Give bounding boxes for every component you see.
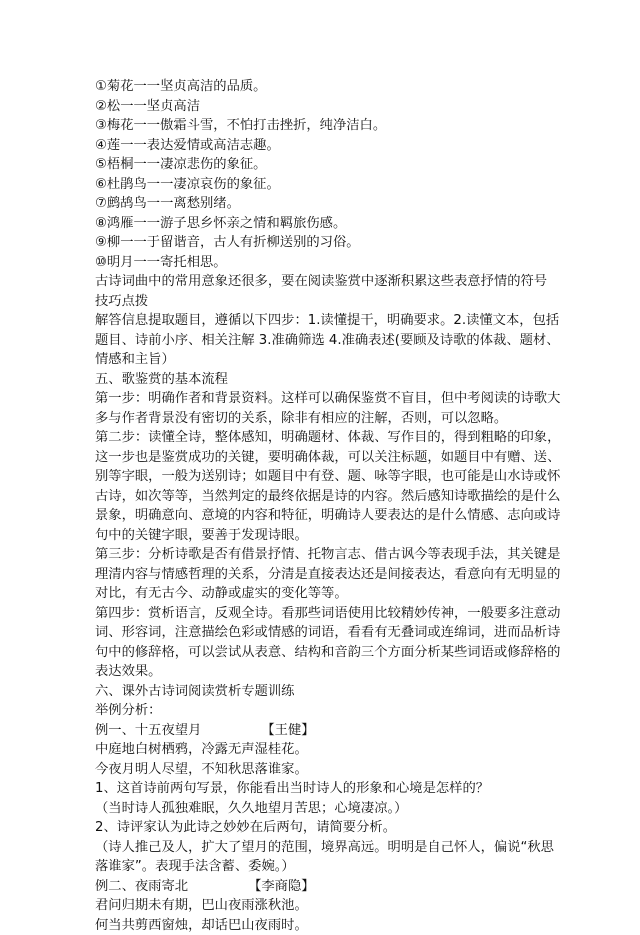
example1-answer-2: （诗人推己及人，扩大了望月的范围，境界高远。明明是自己怀人，偏说“秋思 <box>95 838 565 858</box>
step2-line: 这一步也是鉴赏成功的关键，要明确体裁，可以关注标题，如题目中有赠、送、 <box>95 448 565 468</box>
example2-author: 【李商隐】 <box>248 877 314 897</box>
step3-line: 对比，有无古今、动静或虚实的变化等等。 <box>95 584 565 604</box>
example1-title-row <box>95 721 565 741</box>
imagery-item-parasol: ⑤梧桐一一凄凉悲伤的象征。 <box>95 155 565 175</box>
section5-heading: 五、歌鉴赏的基本流程 <box>95 370 565 390</box>
imagery-item-willow: ⑨柳一一于留谐音，古人有折柳送别的习俗。 <box>95 233 565 253</box>
example2-title: 例二、夜雨寄北 <box>95 877 188 897</box>
step2-line: 别等字眼，一般为送别诗；如题目中有登、题、咏等字眼，也可能是山水诗或怀 <box>95 467 565 487</box>
imagery-note-line: 古诗词曲中的常用意象还很多，要在阅读鉴赏中逐渐积累这些表意抒情的符号 <box>95 272 565 292</box>
imagery-item-chrysanthemum: ①菊花一一坚贞高洁的品质。 <box>95 77 565 97</box>
step4-line: 句中的修辞格，可以尝试从表意、结构和音韵三个方面分析某些词语或修辞格的 <box>95 643 565 663</box>
answer-steps-line: 题目、诗前小序、相关注解 3.准确筛选 4.准确表述(要顾及诗歌的体裁、题材、 <box>95 331 565 351</box>
example1-answer-1: （当时诗人孤独难眠，久久地望月苦思；心境凄凉。） <box>95 799 565 819</box>
answer-steps-line: 情感和主旨） <box>95 350 565 370</box>
imagery-item-moon: ⑩明月一一寄托相思。 <box>95 253 565 273</box>
example2-poem-line: 君问归期未有期，巴山夜雨涨秋池。 <box>95 896 565 916</box>
imagery-item-cuckoo: ⑥杜鹃鸟一一凄凉哀伤的象征。 <box>95 175 565 195</box>
step3-line: 理清内容与情感哲理的关系，分清是直接表达还是间接表达，看意向有无明显的 <box>95 565 565 585</box>
imagery-item-goose: ⑧鸿雁一一游子思乡怀亲之情和羁旅伤感。 <box>95 214 565 234</box>
example2-title-row <box>95 877 565 897</box>
step1-line: 第一步：明确作者和背景资料。这样可以确保鉴赏不盲目，但中考阅读的诗歌大 <box>95 389 565 409</box>
step4-line: 第四步：赏析语言，反观全诗。看那些词语使用比较精妙传神，一般要多注意动 <box>95 604 565 624</box>
step2-line: 景象，明确意向、意境的内容和特征，明确诗人要表达的是什么情感、志向或诗 <box>95 506 565 526</box>
step2-line: 句中的关键字眼，要善于发现诗眼。 <box>95 526 565 546</box>
step4-line: 表达效果。 <box>95 662 565 682</box>
step3-line: 第三步：分析诗歌是否有借景抒情、托物言志、借古讽今等表现手法，其关键是 <box>95 545 565 565</box>
document-page <box>95 77 565 935</box>
example-intro: 举例分析： <box>95 701 565 721</box>
example1-poem-line: 今夜月明人尽望，不知秋思落谁家。 <box>95 760 565 780</box>
imagery-item-plum: ③梅花一一傲霜斗雪，不怕打击挫折，纯净洁白。 <box>95 116 565 136</box>
answer-steps-line: 解答信息提取题目，遵循以下四步：1.读懂提干，明确要求。2.读懂文本，包括 <box>95 311 565 331</box>
example1-question-1: 1、这首诗前两句写景，你能看出当时诗人的形象和心境是怎样的？ <box>95 779 565 799</box>
example2-poem-line: 何当共剪西窗烛，却话巴山夜雨时。 <box>95 916 565 935</box>
imagery-list <box>95 77 565 272</box>
imagery-item-partridge: ⑦鹧鸪鸟一一离愁别绪。 <box>95 194 565 214</box>
step2-line: 第二步：读懂全诗，整体感知，明确题材、体裁、写作目的，得到粗略的印象， <box>95 428 565 448</box>
technique-heading: 技巧点拨 <box>95 292 565 312</box>
example1-poem-line: 中庭地白树栖鸦，冷露无声湿桂花。 <box>95 740 565 760</box>
example1-author: 【王健】 <box>261 721 314 741</box>
section6-heading: 六、课外古诗词阅读赏析专题训练 <box>95 682 565 702</box>
step4-line: 词、形容词，注意描绘色彩或情感的词语，看看有无叠词或连绵词，进而品析诗 <box>95 623 565 643</box>
step2-line: 古诗，如次等等，当然判定的最终依据是诗的内容。然后感知诗歌描绘的是什么 <box>95 487 565 507</box>
imagery-item-pine: ②松一一坚贞高洁 <box>95 97 565 117</box>
example1-answer-2: 落谁家”。表现手法含蓄、委婉。） <box>95 857 565 877</box>
step1-line: 多与作者背景没有密切的关系，除非有相应的注解，否则，可以忽略。 <box>95 409 565 429</box>
imagery-item-lotus: ④莲一一表达爱情或高洁志趣。 <box>95 136 565 156</box>
example1-question-2: 2、诗评家认为此诗之妙妙在后两句，请简要分析。 <box>95 818 565 838</box>
example1-title: 例一、十五夜望月 <box>95 721 201 741</box>
